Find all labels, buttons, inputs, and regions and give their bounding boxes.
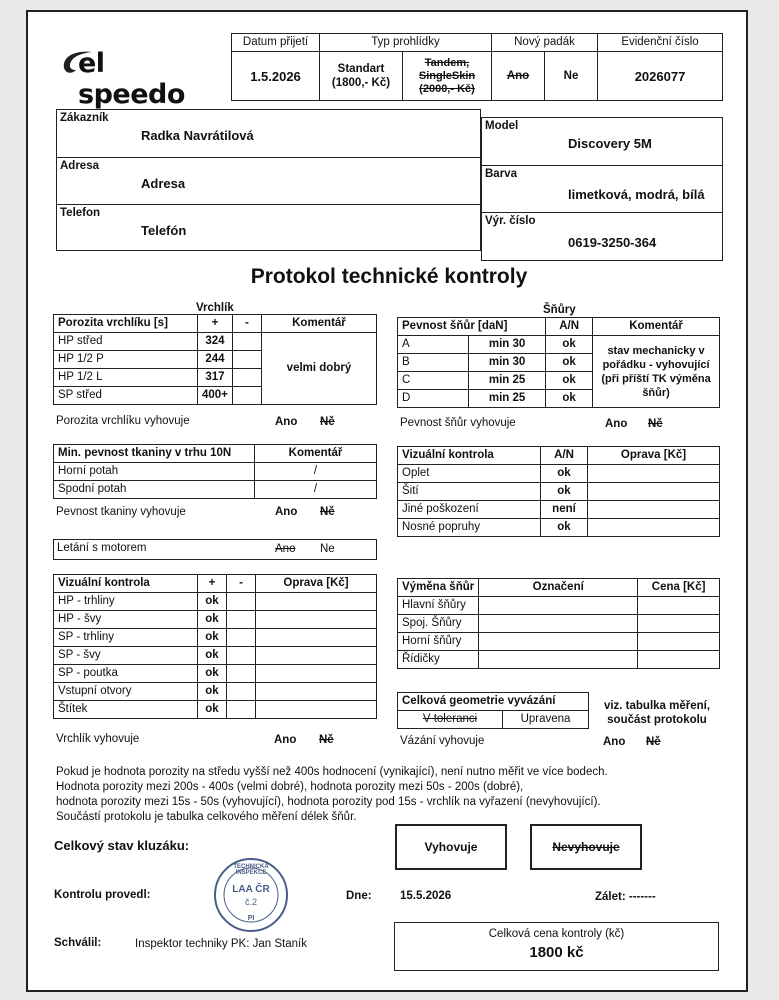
date-label: Dne: bbox=[346, 890, 372, 902]
table-row bbox=[398, 465, 720, 483]
inspection-stamp bbox=[214, 858, 288, 932]
motor-yes: Ano bbox=[275, 543, 296, 555]
row-value: ok bbox=[198, 665, 227, 683]
row-value: 317 bbox=[198, 369, 233, 387]
table-row bbox=[398, 615, 720, 633]
repair-header: Oprava [Kč] bbox=[256, 575, 377, 593]
deposit-label: Zálet: ------- bbox=[595, 891, 656, 903]
row-value: min 25 bbox=[469, 390, 546, 408]
minus-header: - bbox=[232, 315, 261, 333]
model-label: Model bbox=[485, 120, 519, 132]
model-value: Discovery 5M bbox=[568, 136, 652, 151]
geometry-header: Celková geometrie vyvázání bbox=[398, 693, 589, 711]
type-standard: Standart (1800,- Kč) bbox=[320, 52, 403, 101]
row-label: HP - švy bbox=[54, 611, 198, 629]
type-label: Typ prohlídky bbox=[320, 34, 492, 52]
row-label: Vstupní otvory bbox=[54, 683, 198, 701]
date-label: Datum přijetí bbox=[232, 34, 320, 52]
note-line: Součástí protokolu je tabulka celkového měření délek šňůr. bbox=[56, 811, 357, 823]
serial-label: Výr. číslo bbox=[485, 215, 536, 227]
price-value: 1800 kč bbox=[529, 944, 584, 961]
canopy-heading: Vrchlík bbox=[196, 302, 234, 314]
glider-box bbox=[481, 117, 723, 261]
table-row bbox=[54, 647, 377, 665]
address-value: Adresa bbox=[141, 176, 186, 191]
row-value: ok bbox=[198, 701, 227, 719]
line-strength-table bbox=[397, 317, 720, 408]
row-value: ok bbox=[198, 683, 227, 701]
phone-label: Telefon bbox=[60, 207, 101, 219]
row-value: / bbox=[255, 481, 377, 499]
stamp-number: č.2 bbox=[244, 897, 257, 907]
row-label: Horní šňůry bbox=[398, 633, 479, 651]
row-value: 244 bbox=[198, 351, 233, 369]
tear-ok-label: Pevnost tkaniny vyhovuje bbox=[56, 506, 186, 518]
geometry-table bbox=[397, 692, 589, 729]
row-label: Oplet bbox=[398, 465, 541, 483]
row-value: ok bbox=[198, 611, 227, 629]
row-an: ok bbox=[546, 336, 593, 354]
table-row bbox=[54, 463, 377, 481]
protocol-sheet bbox=[26, 10, 748, 992]
row-label: Jiné poškození bbox=[398, 501, 541, 519]
row-value: ok bbox=[198, 629, 227, 647]
plus-header: + bbox=[198, 575, 227, 593]
line-replacement-table bbox=[397, 578, 720, 669]
porosity-no: Ně bbox=[320, 416, 335, 428]
row-label: Spoj. Šňůry bbox=[398, 615, 479, 633]
phone-value: Telefón bbox=[141, 223, 187, 238]
address-label: Adresa bbox=[60, 160, 99, 172]
tear-no: Ně bbox=[320, 506, 335, 518]
visual-canopy-table bbox=[53, 574, 377, 719]
row-label: HP 1/2 P bbox=[54, 351, 198, 369]
row-value: 324 bbox=[198, 333, 233, 351]
row-an: ok bbox=[541, 483, 588, 501]
plus-header: + bbox=[198, 315, 233, 333]
row-an: ok bbox=[541, 519, 588, 537]
type-tandem: Tandem, SingleSkin (2000,- Kč) bbox=[403, 52, 492, 101]
row-label: D bbox=[398, 390, 469, 408]
row-label: C bbox=[398, 372, 469, 390]
line-yes: Ano bbox=[605, 418, 628, 430]
date-value: 1.5.2026 bbox=[232, 52, 320, 101]
table-row bbox=[54, 665, 377, 683]
line-ok-label: Pevnost šňůr vyhovuje bbox=[400, 417, 516, 429]
row-label: Spodní potah bbox=[54, 481, 255, 499]
canopy-ok-label: Vrchlík vyhovuje bbox=[56, 733, 140, 745]
row-value: min 30 bbox=[469, 336, 546, 354]
note-line: Pokud je hodnota porozity na středu vyšší než 400s hodnocení (vynikající), není nutno měřit ve více bodech. bbox=[56, 766, 608, 778]
note-line: hodnota porozity mezi 15s - 50s (vyhovující), hodnota porozity pod 15s - vrchlík na vyřazení (nevyhovující). bbox=[56, 796, 601, 808]
motor-no: Ne bbox=[320, 543, 335, 555]
an-header: A/N bbox=[541, 447, 588, 465]
visual-header: Vizuální kontrola bbox=[398, 447, 541, 465]
row-label: SP střed bbox=[54, 387, 198, 405]
stamp-text: TECHNICKÁ INSPEKCE bbox=[233, 864, 269, 876]
row-label: SP - poutka bbox=[54, 665, 198, 683]
chute-label: Nový padák bbox=[492, 34, 598, 52]
color-value: limetková, modrá, bílá bbox=[568, 187, 705, 202]
tear-yes: Ano bbox=[275, 506, 298, 518]
table-row bbox=[54, 629, 377, 647]
color-label: Barva bbox=[485, 168, 517, 180]
table-row bbox=[54, 611, 377, 629]
table-row bbox=[398, 483, 720, 501]
geometry-no: Ně bbox=[646, 736, 661, 748]
price-label: Celková cena kontroly (kč) bbox=[488, 928, 625, 940]
row-value: / bbox=[255, 463, 377, 481]
tolerance-option: V toleranci bbox=[398, 711, 503, 729]
id-value: 2026077 bbox=[598, 52, 723, 101]
row-label: Nosné popruhy bbox=[398, 519, 541, 537]
id-label: Evidenční číslo bbox=[598, 34, 723, 52]
lines-heading: Šňůry bbox=[543, 304, 576, 316]
table-row bbox=[398, 519, 720, 537]
geometry-yes: Ano bbox=[603, 736, 626, 748]
row-an: ok bbox=[546, 372, 593, 390]
customer-box bbox=[56, 109, 481, 251]
line-strength-header: Pevnost šňůr [daN] bbox=[398, 318, 546, 336]
visual-lines-table bbox=[397, 446, 720, 537]
logo-text: el speedo bbox=[78, 48, 185, 110]
approved-value: Inspektor techniky PK: Jan Staník bbox=[135, 938, 307, 950]
row-an: není bbox=[541, 501, 588, 519]
porosity-ok-label: Porozita vrchlíku vyhovuje bbox=[56, 415, 190, 427]
table-row bbox=[54, 701, 377, 719]
motor-box bbox=[53, 539, 377, 560]
row-label: SP - trhliny bbox=[54, 629, 198, 647]
line-no: Ně bbox=[648, 418, 663, 430]
row-value: min 30 bbox=[469, 354, 546, 372]
row-label: HP 1/2 L bbox=[54, 369, 198, 387]
geometry-note: viz. tabulka měření, součást protokolu bbox=[603, 700, 711, 726]
canopy-yes: Ano bbox=[274, 734, 297, 746]
porosity-header: Porozita vrchlíku [s] bbox=[54, 315, 198, 333]
row-label: Horní potah bbox=[54, 463, 255, 481]
motor-label: Letání s motorem bbox=[57, 542, 147, 554]
porosity-table bbox=[53, 314, 377, 405]
row-label: SP - švy bbox=[54, 647, 198, 665]
table-row bbox=[54, 593, 377, 611]
adjusted-option: Upravena bbox=[503, 711, 589, 729]
customer-value: Radka Navrátilová bbox=[141, 128, 254, 143]
price-header: Cena [Kč] bbox=[638, 579, 720, 597]
comment-header: Komentář bbox=[593, 318, 720, 336]
done-by-label: Kontrolu provedl: bbox=[54, 889, 151, 901]
porosity-comment: velmi dobrý bbox=[261, 333, 376, 405]
row-value: ok bbox=[198, 593, 227, 611]
row-label: Řídičky bbox=[398, 651, 479, 669]
row-an: ok bbox=[546, 390, 593, 408]
visual-header: Vizuální kontrola bbox=[54, 575, 198, 593]
tear-header: Min. pevnost tkaniny v trhu 10N bbox=[54, 445, 255, 463]
comment-header: Komentář bbox=[255, 445, 377, 463]
row-label: Šití bbox=[398, 483, 541, 501]
row-value: min 25 bbox=[469, 372, 546, 390]
comment-header: Komentář bbox=[261, 315, 376, 333]
tear-strength-table bbox=[53, 444, 377, 499]
chute-no: Ne bbox=[545, 52, 598, 101]
fail-box[interactable]: Nevyhovuje bbox=[530, 824, 642, 870]
table-row bbox=[398, 597, 720, 615]
notes bbox=[56, 765, 608, 825]
approved-label: Schválil: bbox=[54, 937, 102, 949]
page-title: Protokol technické kontroly bbox=[250, 265, 528, 288]
row-label: A bbox=[398, 336, 469, 354]
porosity-yes: Ano bbox=[275, 416, 298, 428]
row-label: Štítek bbox=[54, 701, 198, 719]
serial-value: 0619-3250-364 bbox=[568, 235, 657, 250]
stamp-center: LAA ČR bbox=[232, 884, 270, 895]
row-value: ok bbox=[198, 647, 227, 665]
header-table bbox=[231, 33, 723, 101]
chute-yes: Ano bbox=[492, 52, 545, 101]
geometry-ok-label: Vázání vyhovuje bbox=[400, 735, 485, 747]
row-label: Hlavní šňůry bbox=[398, 597, 479, 615]
row-label: HP - trhliny bbox=[54, 593, 198, 611]
designation-header: Označení bbox=[479, 579, 638, 597]
date-value: 15.5.2026 bbox=[400, 890, 452, 902]
row-label: B bbox=[398, 354, 469, 372]
table-row bbox=[54, 481, 377, 499]
table-row bbox=[54, 683, 377, 701]
replacement-header: Výměna šňůr bbox=[398, 579, 479, 597]
row-value: 400+ bbox=[198, 387, 233, 405]
table-row bbox=[398, 336, 720, 354]
pass-box[interactable]: Vyhovuje bbox=[395, 824, 507, 870]
line-comment: stav mechanicky v pořádku - vyhovující (při příští TK výměna šňůr) bbox=[593, 336, 720, 408]
row-label: HP střed bbox=[54, 333, 198, 351]
table-row bbox=[398, 501, 720, 519]
an-header: A/N bbox=[546, 318, 593, 336]
repair-header: Oprava [Kč] bbox=[588, 447, 720, 465]
row-an: ok bbox=[541, 465, 588, 483]
overall-label: Celkový stav kluzáku: bbox=[54, 838, 190, 853]
note-line: Hodnota porozity mezi 200s - 400s (velmi dobré), hodnota porozity mezi 50s - 200s (dobré), bbox=[56, 781, 524, 793]
stamp-pi: PI bbox=[247, 915, 255, 922]
table-row bbox=[398, 633, 720, 651]
minus-header: - bbox=[227, 575, 256, 593]
canopy-no: Ně bbox=[319, 734, 334, 746]
row-an: ok bbox=[546, 354, 593, 372]
table-row bbox=[54, 333, 377, 351]
price-box bbox=[394, 922, 719, 971]
table-row bbox=[398, 651, 720, 669]
customer-label: Zákazník bbox=[60, 112, 109, 124]
